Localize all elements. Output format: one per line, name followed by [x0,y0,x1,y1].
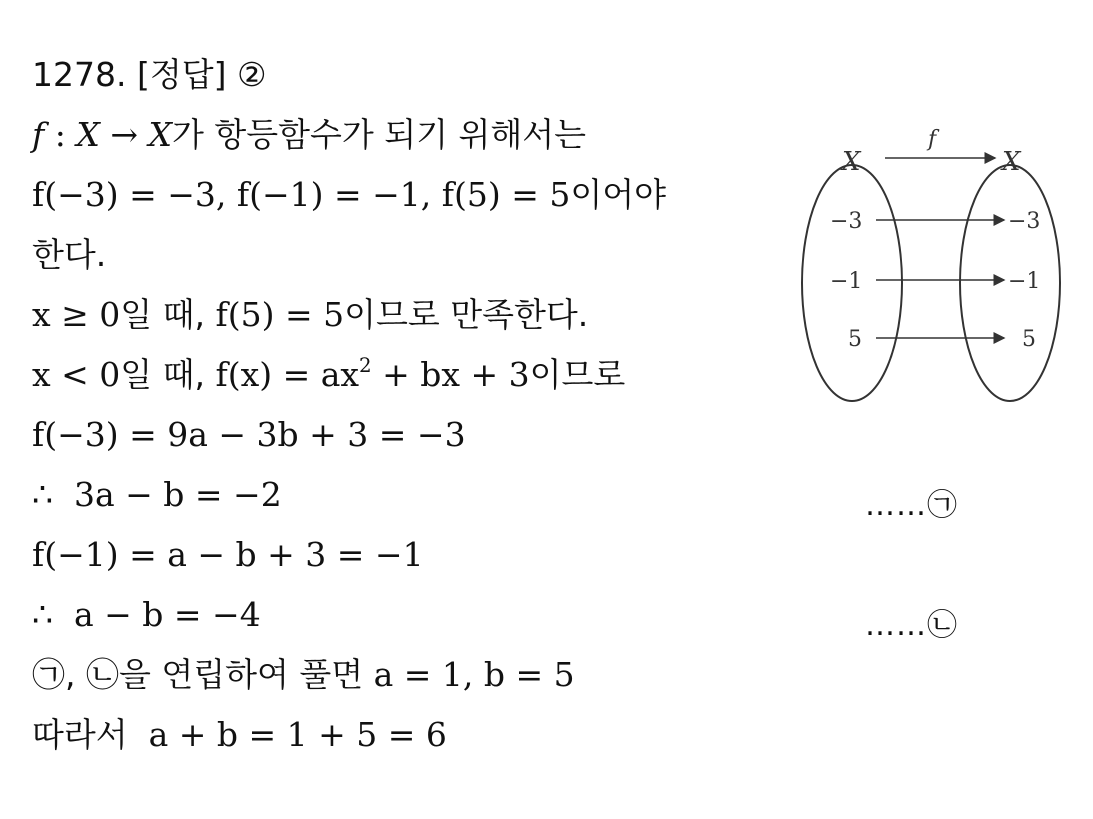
line-case-negative [32,354,626,394]
line-case-nonnegative [32,295,589,334]
text-must-be-end: 한다. [32,235,107,274]
math-set-x: X [76,115,100,154]
math-arrow: → [110,115,138,154]
eq-result-2: a − b = −4 [73,595,261,634]
eq-fx-right: + bx + 3 [371,355,530,394]
eq-fx-left: f(x) = ax [215,355,359,394]
text-when-2: 일 때, [120,355,205,394]
answer-value: ② [237,55,267,94]
codomain-element-2: −1 [1008,269,1041,294]
text-identity-condition: 가 항등함수가 되기 위해서는 [172,115,587,154]
eq-final: a + b = 1 + 5 = 6 [148,715,447,754]
therefore-symbol-2: ∴ [32,595,53,634]
text-equation-refs: ㉠, ㉡ [32,655,119,694]
line-result-1 [32,475,282,514]
mapping-diagram [790,118,1080,408]
line-solve-system [32,655,575,694]
domain-element-2: −1 [830,269,863,294]
text-therefore-kor: 따라서 [32,715,128,754]
text-when-1: 일 때, [120,295,205,334]
codomain-label: X [1002,147,1021,177]
cond-x-lt-0: x < 0 [32,355,121,394]
eq-result-1: 3a − b = −2 [73,475,282,514]
text-satisfies: 이므로 만족한다. [344,295,589,334]
problem-header [32,55,267,94]
eq-f-5: f(5) = 5 [441,175,571,214]
eq-f-neg3: f(−3) = −3, [32,175,227,214]
line-identity-condition [32,115,587,154]
eq-f5-holds: f(5) = 5 [215,295,345,334]
line-eq-f-neg1 [32,535,424,574]
eq-f-neg1: f(−1) = −1, [236,175,432,214]
domain-label: X [842,147,861,177]
function-label: f [928,127,937,152]
therefore-symbol: ∴ [32,475,53,514]
answer-label: [정답] [136,55,227,94]
line-final-answer [32,715,447,754]
line-eq-f-neg3 [32,415,466,454]
domain-element-3: 5 [848,327,862,352]
domain-element-1: −3 [830,209,863,234]
text-so: 이므로 [529,355,626,394]
line-must-be-end [32,235,107,274]
math-f: f [32,115,45,154]
text-must-be: 이어야 [570,175,666,214]
eq-fx-exponent: 2 [359,354,372,378]
codomain-element-1: −3 [1008,209,1041,234]
marker-1: ……㉠ [865,488,958,523]
cond-x-ge-0: x ≥ 0 [32,295,121,334]
math-colon: : [54,115,66,154]
math-set-x-2: X [148,115,172,154]
eq-expand-neg3: f(−3) = 9a − 3b + 3 = −3 [32,415,466,454]
marker-2: ……㉡ [865,608,958,643]
eq-solution: a = 1, b = 5 [373,655,575,694]
codomain-element-3: 5 [1022,327,1036,352]
problem-number: 1278. [32,55,127,94]
text-solve: 을 연립하여 풀면 [118,655,364,694]
line-identity-values [32,175,666,214]
eq-expand-neg1: f(−1) = a − b + 3 = −1 [32,535,424,574]
line-result-2 [32,595,261,634]
